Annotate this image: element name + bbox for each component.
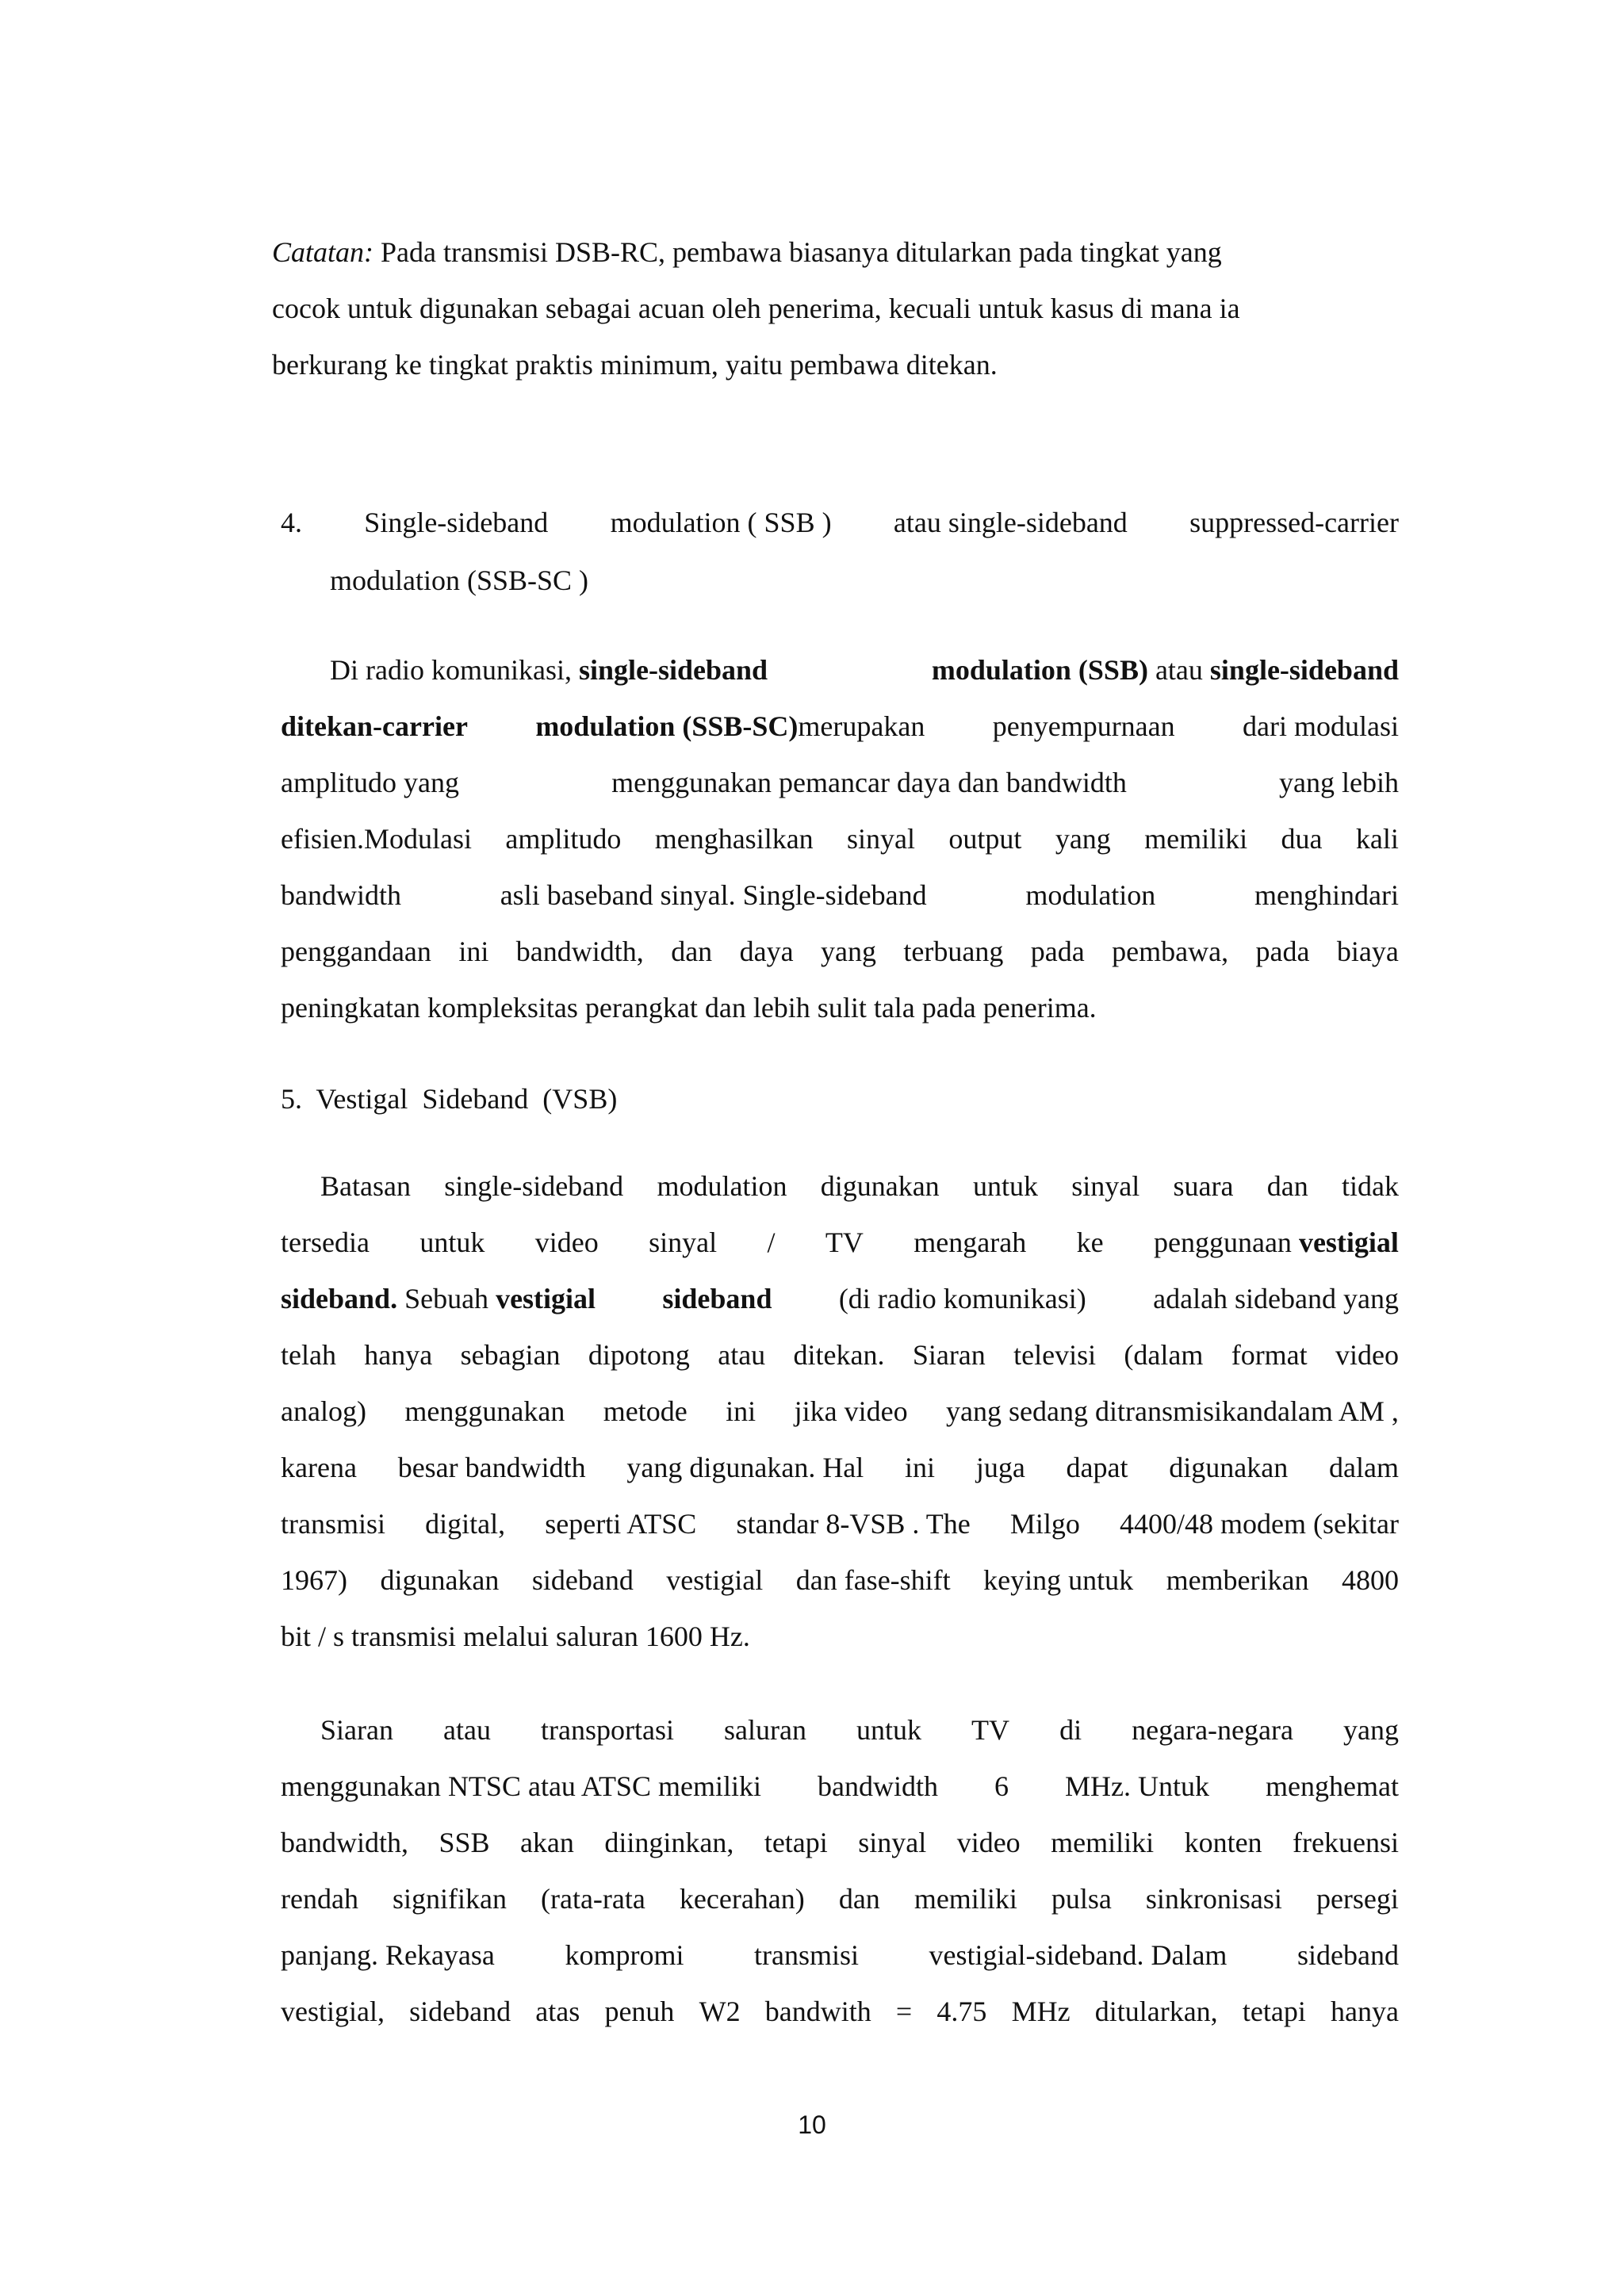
section4-para-line-7: peningkatan kompleksitas perangkat dan lebih sulit tala pada penerima. bbox=[281, 992, 1097, 1024]
section4-para-line-4: efisien.Modulasi amplitudo menghasilkan sinyal output yang memiliki dua kali bbox=[281, 823, 1399, 855]
section5-p2-line-5: panjang. Rekayasa kompromi transmisi vestigial-sideband. Dalam sideband bbox=[281, 1939, 1399, 1971]
section5-p1-line-8: 1967) digunakan sideband vestigial dan fase-shift keying untuk memberikan 4800 bbox=[281, 1564, 1399, 1596]
section4-para-line-2: ditekan-carrier modulation (SSB-SC)merupakan penyempurnaan dari modulasi bbox=[281, 710, 1399, 742]
section4-number: 4. bbox=[281, 507, 302, 538]
note-line-2: cocok untuk digunakan sebagai acuan oleh penerima, kecuali untuk kasus di mana ia bbox=[272, 293, 1240, 324]
section5-p1-line-5: analog) menggunakan metode ini jika video yang sedang ditransmisikandalam AM , bbox=[281, 1395, 1399, 1427]
note-label: Catatan: bbox=[272, 236, 374, 268]
note-line-3: berkurang ke tingkat praktis minimum, yaitu pembawa ditekan. bbox=[272, 349, 998, 381]
note-text-1: Pada transmisi DSB-RC, pembawa biasanya ditularkan pada tingkat yang bbox=[381, 236, 1222, 268]
section4-para-line-1: Di radio komunikasi, single-sideband modulation (SSB) atau single-sideband bbox=[330, 654, 1399, 686]
section5-p2-line-6: vestigial, sideband atas penuh W2 bandwith = 4.75 MHz ditularkan, tetapi hanya bbox=[281, 1996, 1399, 2027]
section5-p2-line-2: menggunakan NTSC atau ATSC memiliki bandwidth 6 MHz. Untuk menghemat bbox=[281, 1770, 1399, 1802]
note-line-1 bbox=[272, 235, 1222, 270]
section5-p2-line-1: Siaran atau transportasi saluran untuk TV di negara-negara yang bbox=[320, 1714, 1399, 1746]
section5-p1-line-6: karena besar bandwidth yang digunakan. Hal ini juga dapat digunakan dalam bbox=[281, 1452, 1399, 1483]
section5-heading: 5. Vestigal Sideband (VSB) bbox=[281, 1083, 618, 1115]
section4-heading-line-2: modulation (SSB-SC ) bbox=[330, 564, 589, 596]
section5-p1-line-3: sideband. Sebuah vestigial sideband (di radio komunikasi) adalah sideband yang bbox=[281, 1283, 1399, 1314]
section5-p1-line-2: tersedia untuk video sinyal / TV mengarah ke penggunaan vestigial bbox=[281, 1226, 1399, 1258]
section5-p1-line-9: bit / s transmisi melalui saluran 1600 Hz. bbox=[281, 1621, 750, 1652]
section5-p1-line-7: transmisi digital, seperti ATSC standar 8-VSB . The Milgo 4400/48 modem (sekitar bbox=[281, 1508, 1399, 1540]
section4-para-line-6: penggandaan ini bandwidth, dan daya yang terbuang pada pembawa, pada biaya bbox=[281, 936, 1399, 967]
section4-para-line-5: bandwidth asli baseband sinyal. Single-sideband modulation menghindari bbox=[281, 879, 1399, 911]
section5-p2-line-3: bandwidth, SSB akan diinginkan, tetapi sinyal video memiliki konten frekuensi bbox=[281, 1827, 1399, 1858]
section5-p1-line-4: telah hanya sebagian dipotong atau ditekan. Siaran televisi (dalam format video bbox=[281, 1339, 1399, 1371]
section4-para-line-3: amplitudo yang menggunakan pemancar daya dan bandwidth yang lebih bbox=[281, 767, 1399, 798]
section4-heading-line-1: 4. Single-sideband modulation ( SSB ) atau single-sideband suppressed-carrier bbox=[281, 507, 1399, 538]
section5-p1-line-1: Batasan single-sideband modulation digunakan untuk sinyal suara dan tidak bbox=[320, 1170, 1399, 1202]
page-number: 10 bbox=[798, 2110, 826, 2139]
section5-p2-line-4: rendah signifikan (rata-rata kecerahan) dan memiliki pulsa sinkronisasi persegi bbox=[281, 1883, 1399, 1915]
